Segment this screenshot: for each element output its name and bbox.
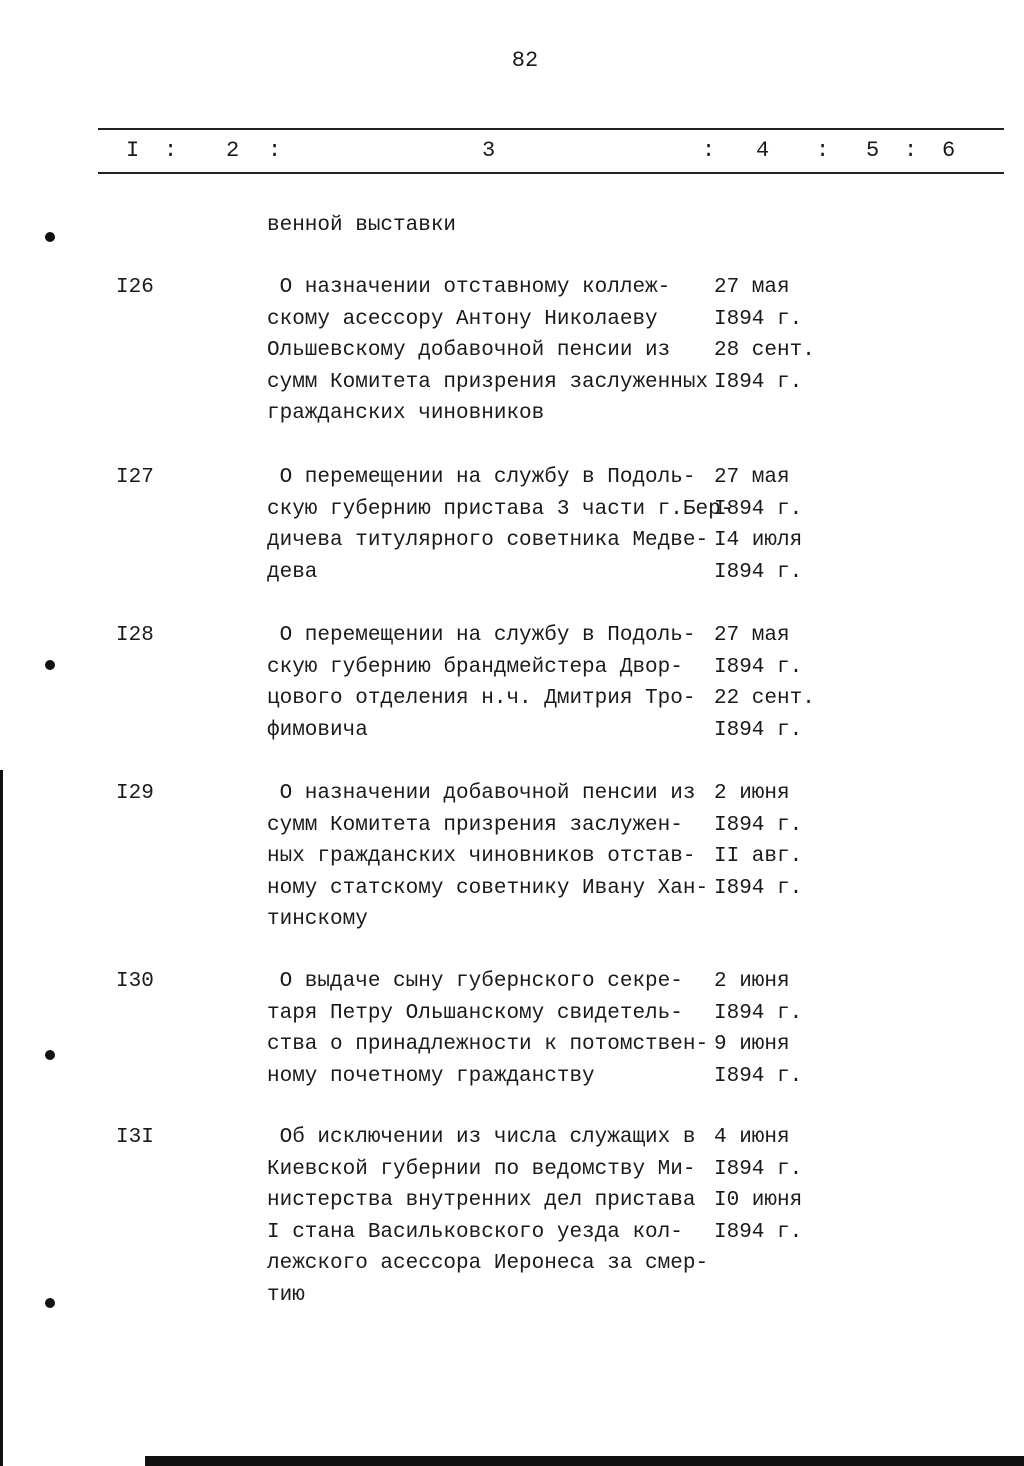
column-header-2: 2 — [226, 138, 240, 163]
entry-number: I27 — [116, 466, 154, 489]
continuation-text: венной выставки — [267, 214, 457, 237]
entry-dates: 2 июня I894 г. II авг. I894 г. — [714, 782, 803, 900]
entry-description: О назначении добавочной пенсии из сумм Комитета призрения заслужен- ных гражданских чиновников отстав- ному статскому советнику Ивану Хан- тинскому — [267, 782, 709, 931]
entry-number: I30 — [116, 970, 154, 993]
header-rule-bottom — [98, 172, 1004, 174]
entry-number: I29 — [116, 782, 154, 805]
entry-dates: 27 мая I894 г. 22 сент. I894 г. — [714, 624, 815, 742]
column-separator: : — [268, 138, 282, 163]
entry-description: Об исключении из числа служащих в Киевской губернии по ведомству Ми- нистерства внутренних дел пристава I стана Васильковского уезда кол- лежского асессора Иеронеса за смер- тию — [267, 1126, 709, 1307]
entry-number: I28 — [116, 624, 154, 647]
punch-hole-mark — [45, 660, 55, 670]
scan-edge-bottom — [145, 1456, 1024, 1466]
entry-dates: 27 мая I894 г. 28 сент. I894 г. — [714, 276, 815, 394]
entry-dates: 27 мая I894 г. I4 июля I894 г. — [714, 466, 803, 584]
entry-dates: 4 июня I894 г. I0 июня I894 г. — [714, 1126, 803, 1244]
column-header-6: 6 — [942, 138, 956, 163]
entry-dates: 2 июня I894 г. 9 июня I894 г. — [714, 970, 803, 1088]
entry-description: О перемещении на службу в Подоль- скую губернию брандмейстера Двор- цового отделения н.ч. Дмитрия Тро- фимовича — [267, 624, 696, 742]
punch-hole-mark — [45, 1050, 55, 1060]
entry-description: О назначении отставному коллеж- скому асессору Антону Николаеву Ольшевскому добавочной пенсии из сумм Комитета призрения заслуженных гражданских чиновников — [267, 276, 709, 425]
header-rule-top — [98, 128, 1004, 130]
entry-number: I26 — [116, 276, 154, 299]
column-header-5: 5 — [866, 138, 880, 163]
page-number: 82 — [511, 48, 539, 73]
column-separator: : — [702, 138, 716, 163]
entry-description: О перемещении на службу в Подоль- скую губернию пристава 3 части г.Бер- дичева титулярного советника Медве- дева — [267, 466, 734, 584]
column-separator: : — [164, 138, 178, 163]
scan-edge-left — [0, 770, 3, 1466]
column-header-4: 4 — [756, 138, 770, 163]
column-header-row — [98, 138, 1004, 168]
entry-number: I3I — [116, 1126, 154, 1149]
column-separator: : — [816, 138, 830, 163]
entry-description: О выдаче сыну губернского секре- таря Петру Ольшанскому свидетель- ства о принадлежности к потомствен- ному почетному гражданству — [267, 970, 709, 1088]
column-header-3: 3 — [482, 138, 496, 163]
punch-hole-mark — [45, 232, 55, 242]
column-header-1: I — [126, 138, 140, 163]
punch-hole-mark — [45, 1298, 55, 1308]
column-separator: : — [904, 138, 918, 163]
